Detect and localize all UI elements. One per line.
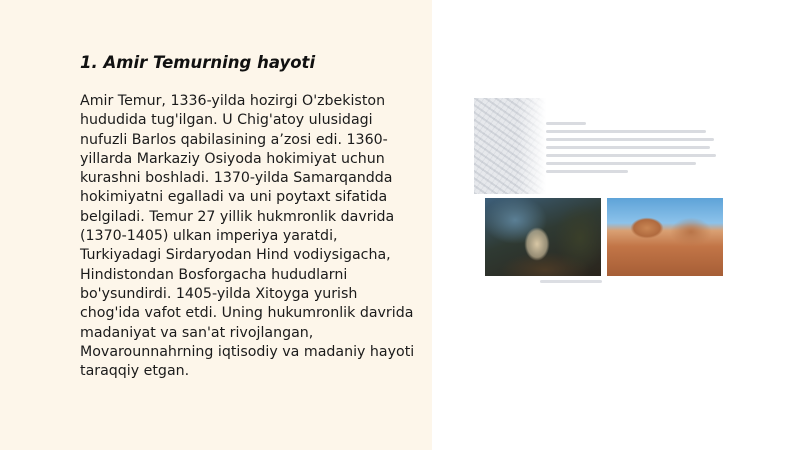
faded-text-block [546, 122, 718, 178]
desert-fortress-image [607, 198, 723, 276]
faded-caption [540, 280, 602, 283]
faded-text-line [546, 130, 706, 133]
slide-body-text: Amir Temur, 1336-yilda hozirgi O'zbekiston hududida tug'ilgan. U Chig'atoy ulusidagi nufuzli Barlos qabilasining a’zosi edi. 1360-yillarda Markaziy Osiyoda hokimiyat uchun kurashni boshladi. 1370-yilda Samarqandda hokimiyatni egalladi va uni poytaxt sifatida belgiladi. Temur 27 yillik hukmronlik davrida (1370-1405) ulkan imperiya yaratdi, Turkiyadagi Sirdaryodan Hind vodiysigacha, Hindistondan Bosforgacha hududlarni bo'ysundirdi. 1405-yilda Xitoyga yurish chog'ida vafot etdi. Uning hukumronlik davrida madaniyat va san'at rivojlangan, Movarounnahrning iqtisodiy va madaniy hayoti taraqqiy etgan. [80, 93, 415, 380]
faded-text-line [546, 162, 696, 165]
faded-text-line [546, 122, 586, 125]
faded-document-figure [474, 98, 724, 288]
manuscript-texture-image [474, 98, 546, 194]
slide-title: 1. Amir Temurning hayoti [80, 53, 316, 72]
faded-text-line [546, 170, 628, 173]
faded-text-line [546, 138, 714, 141]
timur-painting-image [485, 198, 601, 276]
faded-text-line [546, 154, 716, 157]
faded-text-line [546, 146, 710, 149]
